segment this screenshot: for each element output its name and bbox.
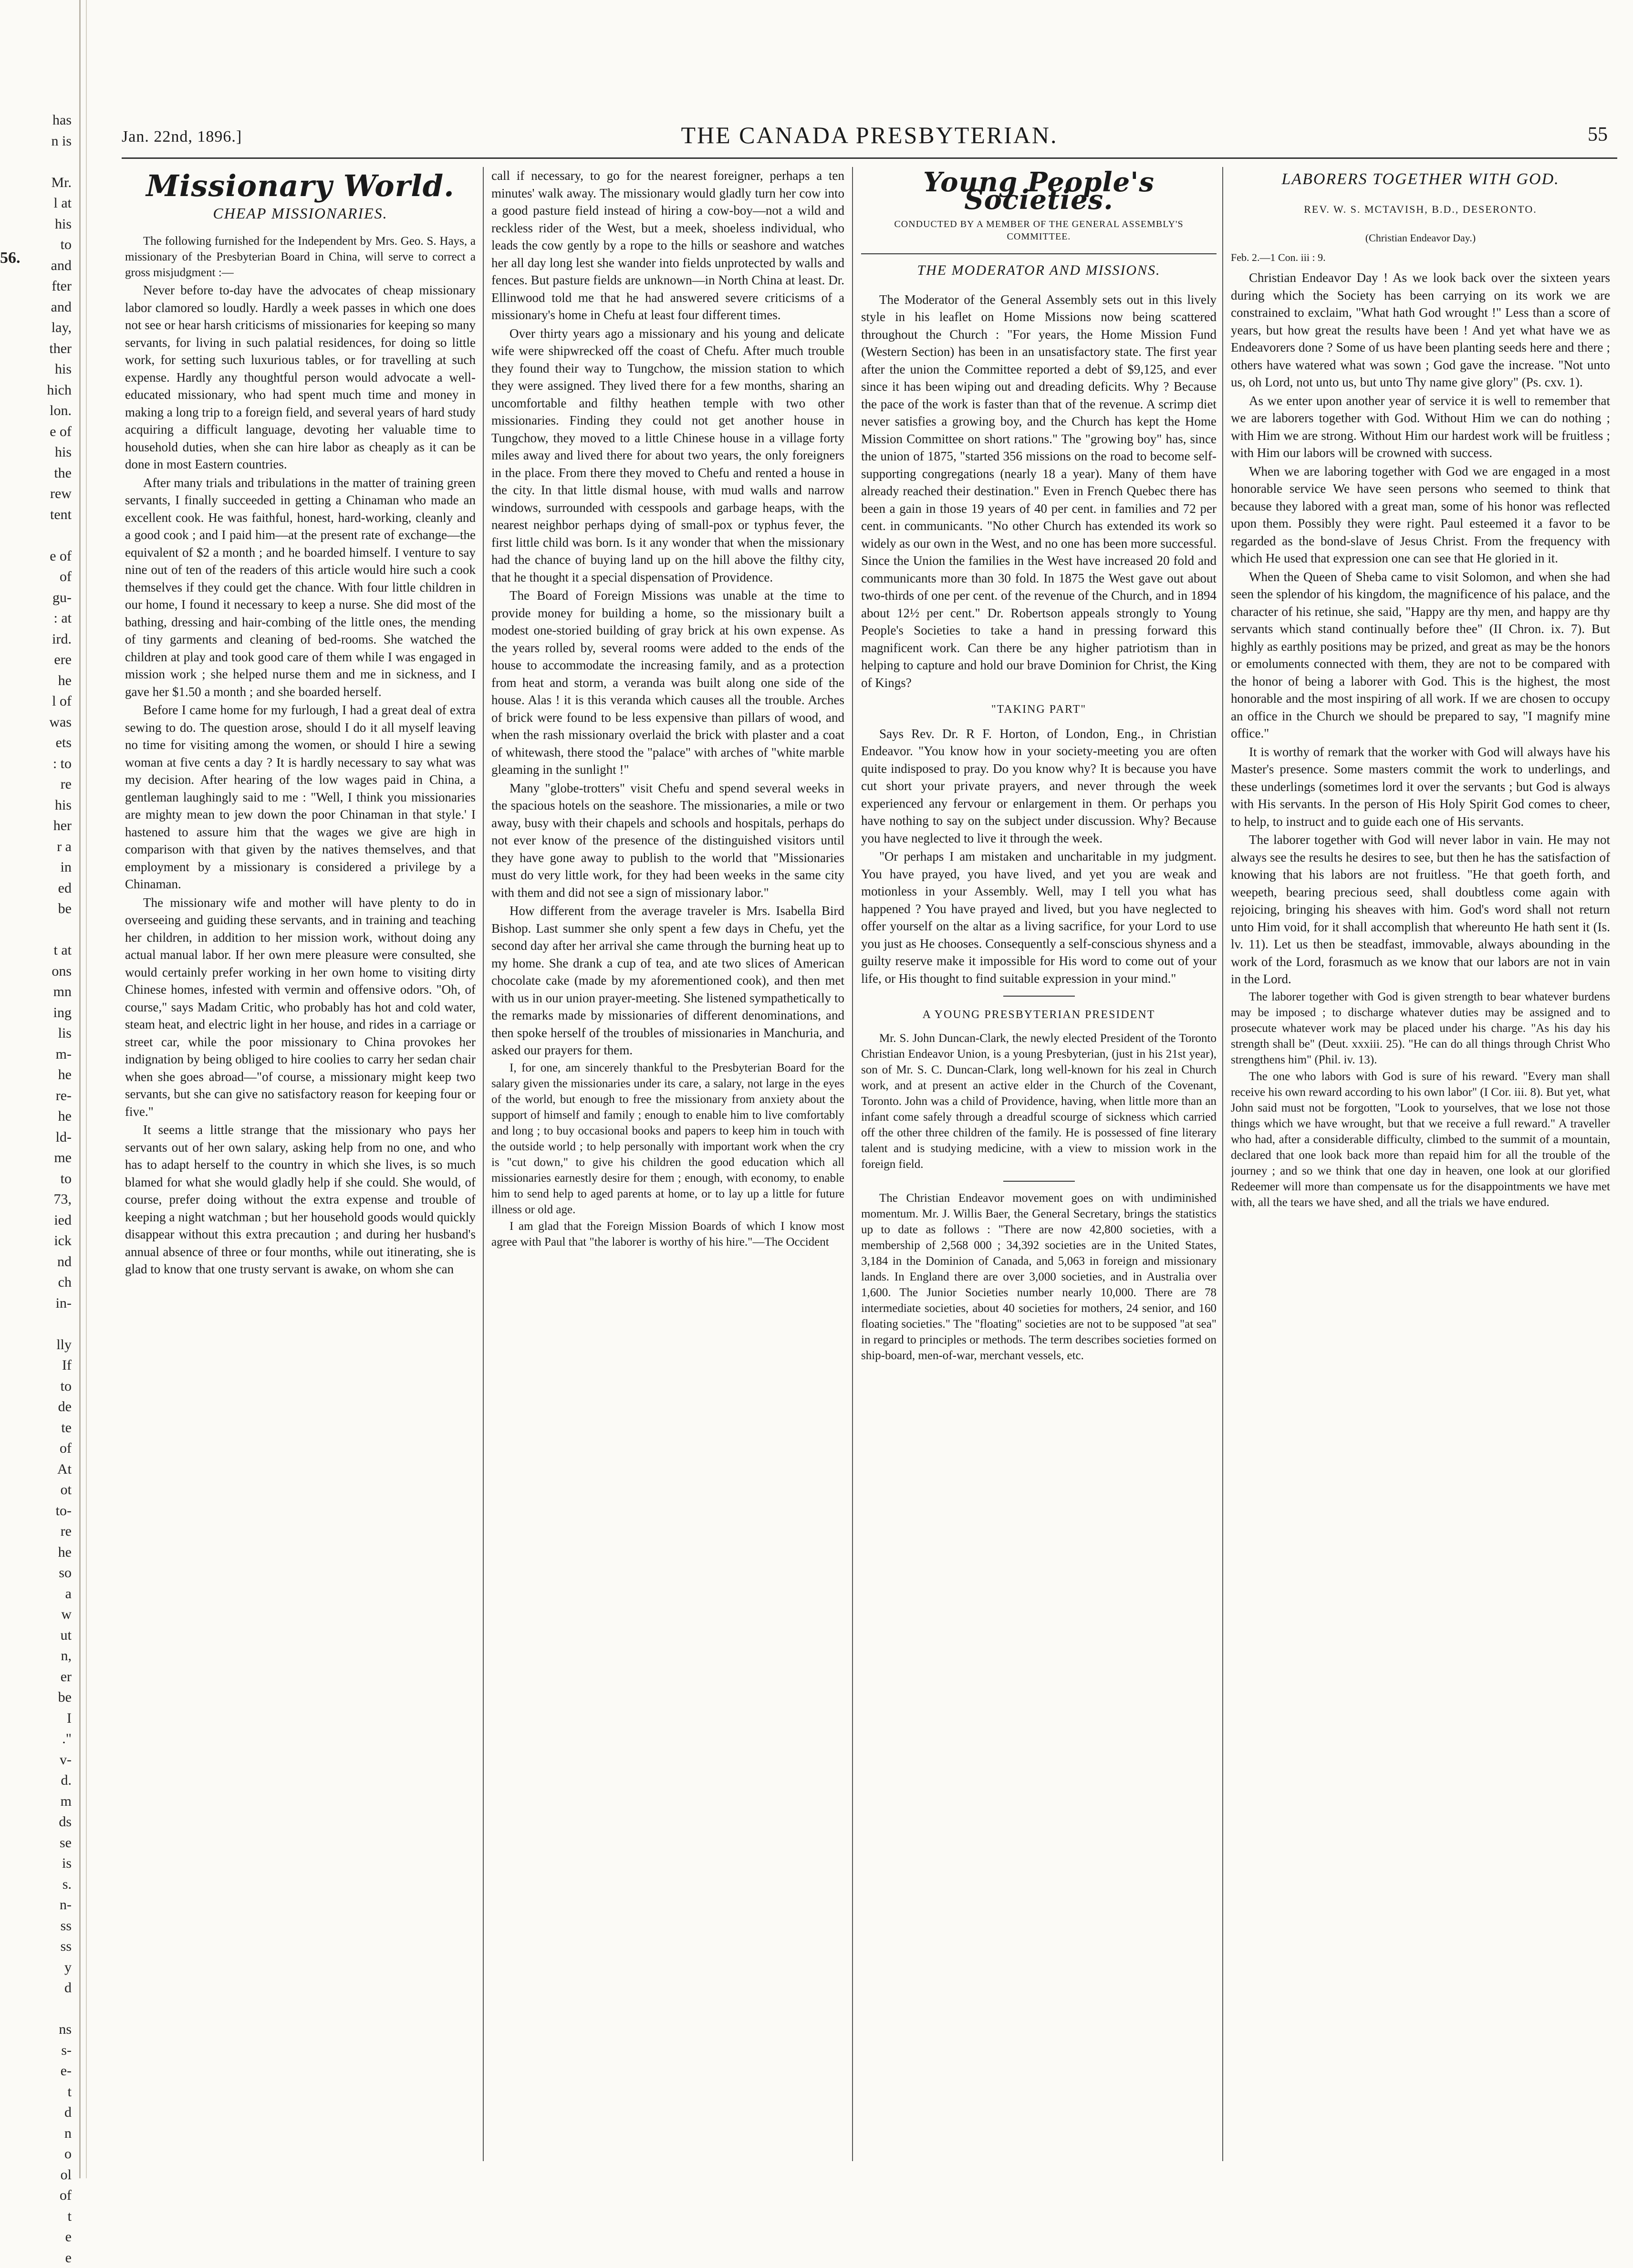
gutter-fragment: to [14,1168,72,1189]
article-title-moderator-missions: THE MODERATOR AND MISSIONS. [861,262,1217,280]
gutter-fragment: is [14,1853,72,1874]
gutter-fragment: a [14,1583,72,1604]
gutter-fragment: l at [14,193,72,214]
gutter-fragment [14,1998,72,2019]
scripture-reference: Feb. 2.—1 Con. iii : 9. [1231,249,1610,267]
column-1 [125,171,476,2151]
paragraph: It seems a little strange that the missionary who pays her servants out of her own salary, asking help from no one, and who has to adapt herself to the country in which she lives, is so much blamed for what she would gladly help if she could. She would, of course, prefer doing without the extra expense and trouble of keeping a night watchman ; but her household goods would quickly disappear without this extra precaution ; and during her husband's annual absence of three or four months, while out itinerating, she is glad to know that one trusty servant is awake, on whom she can [125,1121,476,1278]
page-number: 55 [1588,123,1608,146]
gutter-fragment: ." [14,1728,72,1749]
divider [1003,1181,1075,1182]
gutter-fragment: was [14,712,72,733]
gutter-fragment: ets [14,732,72,753]
gutter-fragment: ld- [14,1127,72,1148]
gutter-fragment: se [14,1832,72,1853]
gutter-fragment: l of [14,691,72,712]
paragraph: Mr. S. John Duncan-Clark, the newly elected President of the Toronto Christian Endeavor Union, is a young Presbyterian, (just in his 21st year), son of Mr. S. C. Duncan-Clark, long well-known for his zeal in Church work, and at present an active elder in the Church of the Covenant, Toronto. John was a child of Providence, having, when little more than an infant come safely through a dreadful scourge of sickness which carried off the other three children of the family. He is possessed of fine literary talent and is studying medicine, with a view to mission work in the foreign field. [861,1030,1217,1172]
gutter-fragment: mn [14,981,72,1002]
gutter-fragment: to [14,1376,72,1397]
gutter-fragment: ther [14,338,72,359]
subhead-taking-part: "TAKING PART" [861,701,1217,718]
gutter-fragment: to- [14,1500,72,1521]
gutter-fragment: w [14,1604,72,1625]
gutter-fragment [14,1313,72,1334]
gutter-fragment: ut [14,1625,72,1646]
paragraph: As we enter upon another year of service it is well to remember that we are laborers together with God. Without Him we can do nothing ; with Him we are strong. Without Him our hardest work will be fruitless ; with Him our labors will be crowned with success. [1231,392,1610,462]
gutter-fragment: lly [14,1334,72,1355]
gutter-fragment: me [14,1147,72,1168]
gutter-fragment: he [14,1106,72,1127]
column-separator [852,167,853,2161]
gutter-fragment: ss [14,1936,72,1957]
section-title-young-peoples-societies: Young People's Societies. [861,174,1217,208]
gutter-fragment [14,525,72,546]
gutter-fragment: he [14,670,72,691]
gutter-fragment: in- [14,1293,72,1314]
column-separator [483,167,484,2161]
gutter-fragment: ss [14,1915,72,1936]
gutter-fragment: d [14,2102,72,2123]
paragraph: call if necessary, to go for the nearest foreigner, perhaps a ten minutes' walk away. The missionary would gladly turn her cow into a good pasture field instead of hiring a cow-boy—not a wild and reckless rider of the West, but a meek, shoeless individual, who leads the cow gently by a rope to the hills or seashore and watches her all day long lest she wander into fields unprotected by walls and fences. But pasture fields are unknown—in North China at least. Dr. Ellinwood told me that he had answered severe criticisms of a missionary's home in Chefu at least four different times. [491,167,844,324]
previous-page-number: 56. [0,246,21,270]
paragraph: How different from the average traveler is Mrs. Isabella Bird Bishop. Last summer she only spent a few days in Chefu, yet the second day after her arrival she came through the burning heat up to my home. She drank a cup of tea, and ate two slices of American chocolate cake (made by my aforementioned cook), and then met with us in our union prayer-meeting. She listened sympathetically to the remarks made by missionaries of different denominations, and then spoke herself of the troubles of missionaries in Manchuria, and asked our prayers for them. [491,902,844,1059]
gutter-fragment: of [14,2185,72,2206]
gutter-fragment: to [14,234,72,255]
gutter-fragment: re [14,1521,72,1542]
divider [861,253,1217,254]
paragraph: Says Rev. Dr. R F. Horton, of London, Eng., in Christian Endeavor. "You know how in your society-meeting you are often quite indisposed to pray. Do you know why? It is because you have cut short your private prayers, and never through the week experienced any fervour or enlargement in them. Or perhaps you have nothing to say on the subject under discussion. Why? Because you have neglected to live it through the week. [861,725,1217,847]
binding-fold-shadow [86,0,87,2178]
gutter-fragment: ns [14,2019,72,2040]
gutter-fragment: he [14,1542,72,1563]
gutter-fragment: s- [14,2040,72,2061]
gutter-fragment: has [14,110,72,131]
article-intro: The following furnished for the Independent by Mrs. Geo. S. Hays, a missionary of the Presbyterian Board in China, will serve to correct a gross misjudgment :— [125,233,476,281]
gutter-fragment: in [14,857,72,878]
gutter-fragment: be [14,898,72,919]
gutter-fragment: m- [14,1044,72,1065]
gutter-fragment: lis [14,1023,72,1044]
gutter-fragment [14,151,72,172]
paragraph: The Moderator of the General Assembly sets out in this lively style in his leaflet on Home Missions now being scattered throughout the Church : "For years, the Home Mission Fund (Western Section) has been in an unsatisfactory state. The first year after the union the Committee reported a debt of $9,125, and ever since it has been wiping out and dreading deficits. Why ? Because the pace of the work is faster than that of the revenue. A scrimp diet never satisfies a growing boy, and the Church has kept the Home Mission Committee on short rations." The "growing boy" has, since the union of 1875, "started 356 missions on the road to become self-supporting congregations (nearly 18 a year). Many of them have already reached their destination." Even in French Quebec there has been a gain in those 19 years of 40 per cent. in families and 72 per cent. in communicants. "No other Church has extended its work so widely as our own in the West, and no one has been more successful. Since the Union the families in the West have increased 20 fold and communicants more than 30 fold. In 1875 the West gave out about two-thirds of one per cent. of the revenue of the Church, and in 1894 about 12½ per cent." Dr. Robertson appeals strongly to Young People's Societies to take a hand in pressing forward this magnificent work. Can there be any higher patriotism than in helping to capture and hold our brave Dominion for Christ, the King of Kings? [861,291,1217,692]
gutter-fragment: e of [14,546,72,567]
divider [1003,996,1075,997]
gutter-fragment: his [14,214,72,235]
newspaper-title: THE CANADA PRESBYTERIAN. [122,121,1617,149]
gutter-fragment: lon. [14,400,72,421]
previous-page-gutter [0,110,72,2137]
gutter-fragment: e [14,2226,72,2247]
gutter-fragment: ons [14,961,72,982]
paragraph: Over thirty years ago a missionary and his young and delicate wife were shipwrecked off the coast of Chefu. After much trouble they found their way to Tungchow, the mission station to which they were assigned. They lived there for a few months, sharing an uncomfortable and filthy heathen temple with two other missionaries. Finding they could not get another house in Tungchow, they moved to a little Chinese house in a village forty miles away and lived there for about two years, the only foreigners in the place. From there they moved to Chefu and rented a house in the city. In that little dismal house, with mud walls and narrow windows, surrounded with cesspools and garbage heaps, with the nearest neighbor perhaps dying of small-pox or typhus fever, the first little child was born. Is it any wonder that when the missionary had the chance of buying land up on the hill above the filthy city, that he thought it a special dispensation of Providence. [491,325,844,586]
gutter-fragment: he [14,1064,72,1085]
gutter-fragment: v- [14,1749,72,1770]
gutter-fragment: tent [14,504,72,525]
column-3 [861,167,1217,2147]
paragraph: Before I came home for my furlough, I had a great deal of extra sewing to do. The question arose, should I do it all myself leaving no time for visiting among the women, or should I hire a sewing woman at five cents a day ? It is hardly necessary to say what was my decision. After hearing of the low wages paid in China, a gentleman laughingly said to me : "Well, I think you missionaries are mighty mean to jew down the poor Chinaman in that style.' I hastened to assure him that the wages we give are high in comparison with that given by the natives themselves, and that employment by a missionary is considered a privilege by a Chinaman. [125,701,476,893]
paragraph: "Or perhaps I am mistaken and uncharitable in my judgment. You have prayed, you have lived, and yet you are weak and motionless in your Assembly. Well, may I tell you what has happened ? You have prayed and lived, but you have neglected to offer yourself on the altar as a living sacrifice, for your Lord to use you just as He chooses. Consequently a self-conscious shyness and a guilty reserve make it impossible for His word to come out of your life, or His thought to find suitable expression in your mind." [861,848,1217,987]
gutter-fragment: : at [14,608,72,629]
gutter-fragment: ch [14,1272,72,1293]
article-title-cheap-missionaries: CHEAP MISSIONARIES. [125,205,476,222]
paragraph: I, for one, am sincerely thankful to the Presbyterian Board for the salary given the missionaries under its care, a salary, not large in the eyes of the world, but enough to free the missionary from anxiety about the support of himself and family ; enough to enable him to live comfortably and long ; to buy occasional books and papers to keep him in touch with the outside world ; to help personally with important work when the cry is "cut down," to give his children the good education which all missionaries earnestly desire for them ; enough, with economy, to enable him to send help to aged parents at home, or to lay up a little for future illness or old age. [491,1060,844,1217]
gutter-fragment: ied [14,1210,72,1231]
gutter-fragment: de [14,1396,72,1417]
gutter-fragment: ds [14,1811,72,1832]
binding-fold [79,0,81,2178]
gutter-fragment: his [14,795,72,816]
gutter-fragment: ol [14,2164,72,2185]
gutter-fragment: ird. [14,629,72,650]
gutter-fragment: : to [14,753,72,774]
column-separator [1222,167,1223,2161]
subhead-young-president: A YOUNG PRESBYTERIAN PRESIDENT [861,1006,1217,1024]
paragraph: The laborer together with God is given strength to bear whatever burdens may be imposed ; to discharge whatever duties may be assigned and to prosecute whatever work may be placed under his charge. "As his day his strength shall be" (Deut. xxxiii. 25). "He can do all things through Christ Who strengthens him" (Phil. iv. 13). [1231,989,1610,1068]
section-title-missionary-world: Missionary World. [125,177,476,195]
gutter-fragment: ing [14,1002,72,1023]
paragraph: The one who labors with God is sure of his reward. "Every man shall receive his own reward according to his own labor" (I Cor. iii. 8). But yet, what John said must not be forgotten, "Look to yourselves, that we lose not those things which we have wrought, but that we receive a full reward." A traveller who had, after a considerable difficulty, climbed to the summit of a mountain, declared that one look back more than repaid him for all the trouble of the journey ; and so we think that one day in heaven, one look at our glorified Redeemer will more than compensate us for the disappointments we have met with, all the tears we have shed, and all the trials we have endured. [1231,1069,1610,1210]
gutter-fragment: her [14,815,72,836]
paragraph: The Board of Foreign Missions was unable at the time to provide money for building a home, so the missionary built a modest one-storied building of gray brick at his own expense. As the years rolled by, several rooms were added to the ends of the house to accommodate the increasing family, and as a protection from heat and storm, a veranda was built along one side of the house. Alas ! it is this veranda which causes all the trouble. Arches of brick were found to be less expensive than pillars of wood, and when the rash missionary overlaid the brick with plaster and a coat of whitewash, there stood the "palace" with arches of "white marble gleaming in the sunlight !" [491,587,844,779]
gutter-fragment: n [14,2123,72,2144]
gutter-fragment: ot [14,1479,72,1500]
paragraph: The missionary wife and mother will have plenty to do in overseeing and guiding these servants, and in training and teaching her children, in addition to her mission work, without doing any actual manual labor. If her own mere pleasure were consulted, she would certainly prefer working in her own home to visiting dirty Chinese homes, infested with vermin and offensive odors. "Oh, of course," says Madam Critic, who probably has hot and cold water, steam heat, and electric light in her house, and rides in a carriage or street car, while the poor missionary to China provokes her indignation by being obliged to hire coolies to carry her sedan chair when she goes abroad—"of course, a missionary might keep two servants, but she can give no satisfactory reason for keeping four or five." [125,894,476,1121]
gutter-fragment: so [14,1562,72,1583]
gutter-fragment: r a [14,836,72,857]
gutter-fragment: te [14,1417,72,1438]
paragraph: When we are laboring together with God we are engaged in a most honorable service We have seen persons who seemed to think that because they labored with a great man, some of his honor was reflected upon them. Possibly they were right. Paul esteemed it a favor to be regarded as the bond-slave of Jesus Christ. From the frequency with which He used that expression one can see that He gloried in it. [1231,463,1610,567]
gutter-fragment: t [14,2206,72,2227]
running-head [122,121,1617,150]
article-author: REV. W. S. MCTAVISH, B.D., DESERONTO. [1231,201,1610,218]
gutter-fragment: n, [14,1645,72,1666]
department-byline: CONDUCTED BY A MEMBER OF THE GENERAL ASSEMBLY'S COMMITTEE. [861,218,1217,243]
article-occasion: (Christian Endeavor Day.) [1231,229,1610,247]
paragraph: Many "globe-trotters" visit Chefu and spend several weeks in the spacious hotels on the seashore. The missionaries, a mile or two away, busy with their chapels and schools and hospitals, perhaps do not ever know of the presence of the distinguished visitors until they have gone away to publish to the world that "Missionaries must do very little work, for they had been weeks in the same city with them and did not see a sign of missionary labor." [491,780,844,902]
header-rule [122,157,1617,159]
issue-date: Jan. 22nd, 1896.] [122,128,242,146]
gutter-fragment: I [14,1708,72,1729]
gutter-fragment: d. [14,1770,72,1791]
gutter-fragment: and [14,255,72,276]
paragraph: Never before to-day have the advocates of cheap missionary labor clamored so loudly. Hardly a week passes in which one does not see or hear harsh criticisms of missionaries for keeping so many servants, for living in such palatial residences, for doing so little work, for setting such luxurious tables, or for travelling at such expense. Hardly any thoughtful person would advocate a well-educated missionary, who had spent much time and money in making a long trip to a foreign field, and several years of hard study acquiring a difficult language, devoting her valuable time to household duties, when she can hire labor as cheaply as it can be done in most Eastern countries. [125,281,476,473]
gutter-fragment: e [14,2247,72,2268]
gutter-fragment: rew [14,483,72,504]
gutter-fragment: e- [14,2060,72,2081]
gutter-fragment: ere [14,649,72,670]
gutter-fragment: ick [14,1230,72,1251]
gutter-fragment: e of [14,421,72,442]
gutter-fragment: gu- [14,587,72,608]
gutter-fragment: d [14,1977,72,1998]
gutter-fragment: n is [14,131,72,152]
gutter-fragment: re [14,774,72,795]
gutter-fragment: lay, [14,317,72,338]
gutter-fragment: his [14,359,72,380]
gutter-fragment: 73, [14,1189,72,1210]
gutter-fragments [14,110,72,2268]
paragraph: It is worthy of remark that the worker with God will always have his Master's presence. Some masters commit the work to underlings, and these underlings (sometimes lord it over the servants ; but God is always with His servants. In the person of His Holy Spirit God comes to cheer, to help, to instruct and to guide each one of His servants. [1231,743,1610,831]
gutter-fragment: Mr. [14,172,72,193]
gutter-fragment: t [14,2081,72,2102]
gutter-fragment: At [14,1459,72,1480]
paragraph: I am glad that the Foreign Mission Boards of which I know most agree with Paul that "the laborer is worthy of his hire."—The Occident [491,1218,844,1250]
gutter-fragment: hich [14,380,72,401]
gutter-fragment: fter [14,276,72,297]
gutter-fragment: re- [14,1085,72,1106]
paragraph: Christian Endeavor Day ! As we look back over the sixteen years during which the Society has been carrying on its work we are constrained to exclaim, "What hath God wrought !" Less than a score of years, but how great the results have been ! And yet what have we as Endeavorers done ? Some of us have been planting seeds here and there ; others have watered what was sown ; God gave the increase. "Not unto us, oh Lord, not unto us, but unto Thy name give glory" (Ps. cxv. 1). [1231,269,1610,391]
gutter-fragment: If [14,1355,72,1376]
gutter-fragment: m [14,1791,72,1812]
gutter-fragment: ed [14,878,72,899]
paragraph: The Christian Endeavor movement goes on with undiminished momentum. Mr. J. Willis Baer, the General Secretary, brings the statistics up to date as follows : "There are now 42,800 societies, with a membership of 2,568 000 ; 34,392 societies are in the United States, 3,184 in the Dominion of Canada, and 5,063 in foreign and missionary lands. In England there are over 3,000 societies, and in Australia over 1,600. The Junior Societies number nearly 10,000. There are 78 intermediate societies, about 40 societies for mothers, 24 senior, and 160 floating societies." The "floating" societies are not to be supposed "at sea" in regard to principles or methods. The term describes societies formed on ship-board, men-of-war, merchant vessels, etc. [861,1190,1217,1363]
gutter-fragment: er [14,1666,72,1687]
gutter-fragment: and [14,297,72,318]
gutter-fragment: his [14,442,72,463]
gutter-fragment: t at [14,940,72,961]
gutter-fragment: nd [14,1251,72,1272]
gutter-fragment: o [14,2143,72,2164]
gutter-fragment: n- [14,1894,72,1915]
article-title-laborers-together: LABORERS TOGETHER WITH GOD. [1231,171,1610,188]
paragraph: After many trials and tribulations in the matter of training green servants, I finally succeeded in getting a Chinaman who made an excellent cook. He was faithful, honest, hard-working, cleanly and a good cook ; and I paid him—at the present rate of exchange—the equivalent of $2 a month ; and he boarded himself. I venture to say nine out of ten of the readers of this article would hire such a cook themselves if they could get the chance. With four little children in our home, I found it necessary to keep a nurse. She did most of the bathing, dressing and hair-combing of the little ones, the mending of tiny garments and cleaning of bed-rooms. She watched the children at play and took good care of them while I was engaged in mission work ; she helped nurse them and me in sickness, and I gave her $1.50 a month ; and she boarded herself. [125,474,476,701]
column-4 [1231,167,1610,2147]
gutter-fragment: of [14,1438,72,1459]
gutter-fragment: s. [14,1874,72,1895]
gutter-fragment: the [14,463,72,484]
gutter-fragment [14,919,72,940]
gutter-fragment: y [14,1957,72,1978]
gutter-fragment: be [14,1687,72,1708]
paragraph: When the Queen of Sheba came to visit Solomon, and when she had seen the splendor of his kingdom, the magnificence of his palace, and the character of his retinue, she said, "Happy are thy men, and happy are thy servants which stand continually before thee" (II Chron. ix. 7). But highly as earthly positions may be prized, and great as may be the honors or emoluments connected with them, they are not to be compared with the honor of being a laborer with God. This is the highest, the most honorable and the most inspiring of all work. If we are chosen to occupy an office in the Church we should be prepared to say, "I magnify mine office." [1231,568,1610,742]
gutter-fragment: of [14,566,72,587]
column-2 [491,167,844,2147]
paragraph: The laborer together with God will never labor in vain. He may not always see the results he desires to see, but then he has the satisfaction of knowing that his labors are not fruitless. "He that goeth forth, and weepeth, bearing precious seed, shall doubtless come again with rejoicing, bringing his sheaves with him. God's word shall not return unto Him void, for it shall accomplish that whereunto He hath sent it (Is. lv. 11). Let us then be steadfast, immovable, always abounding in the work of the Lord, forasmuch as we know that our labors are not in vain in the Lord. [1231,831,1610,988]
